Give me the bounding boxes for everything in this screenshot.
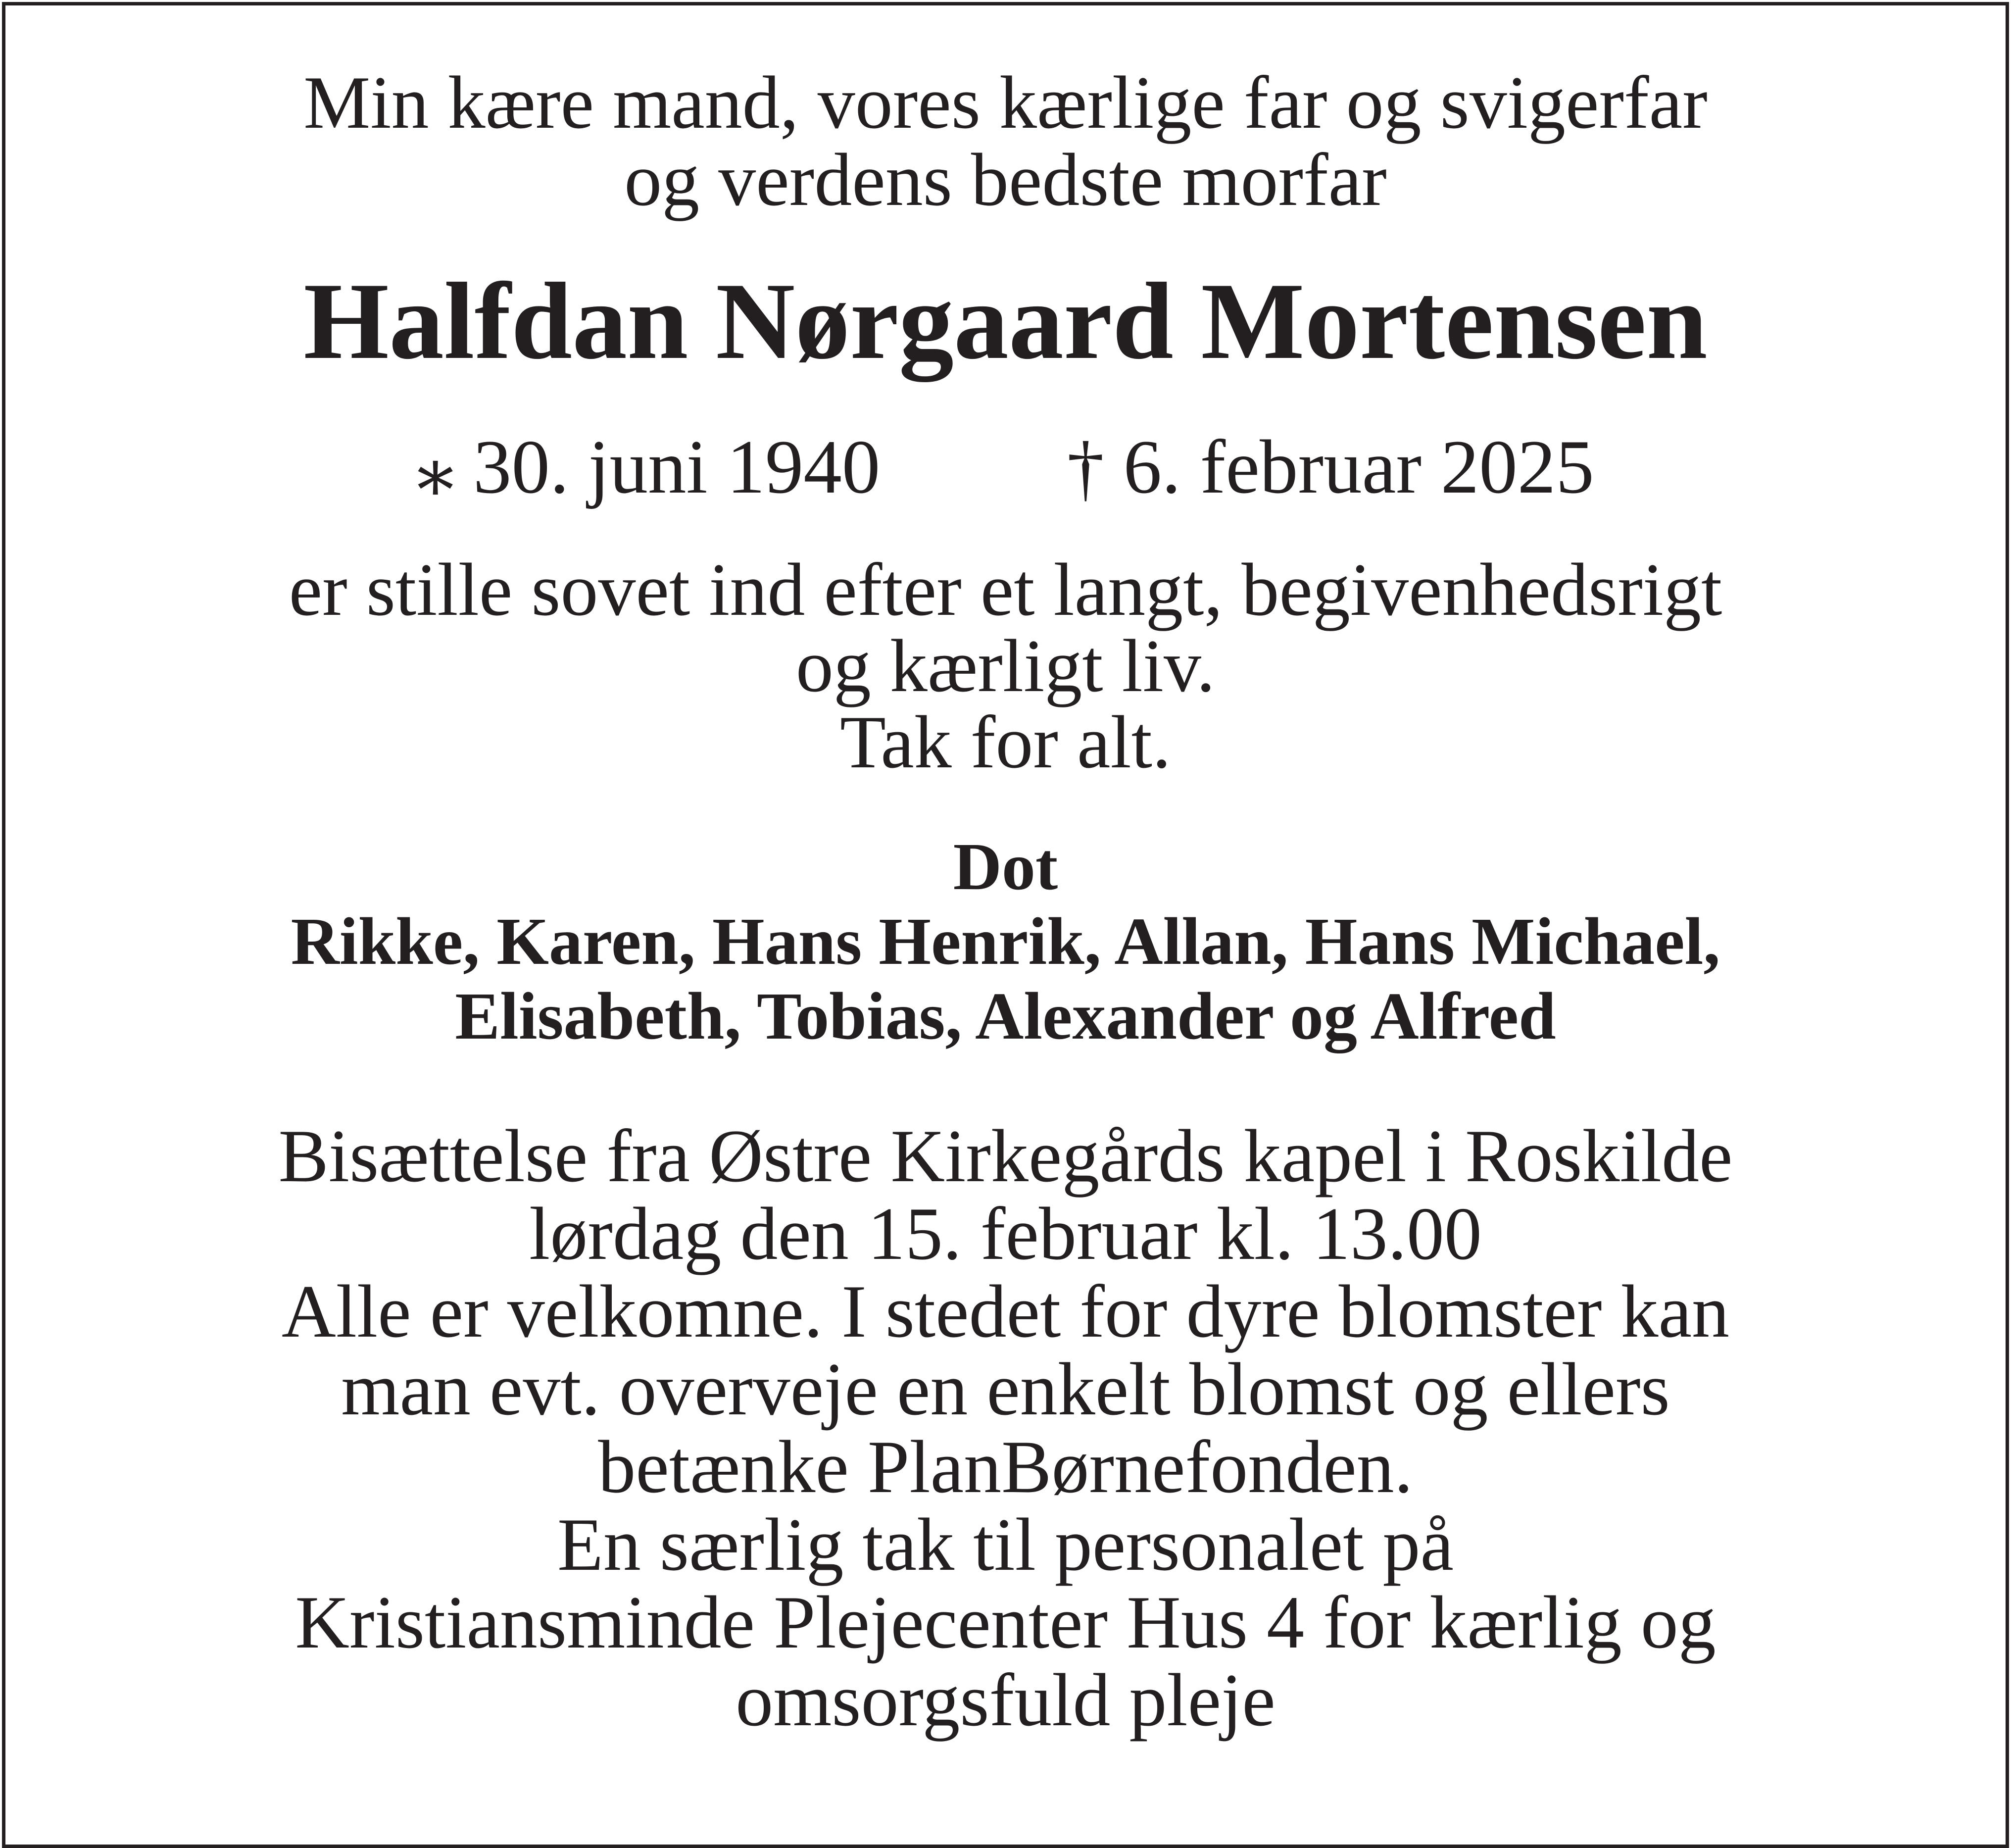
funeral-line-6: En særlig tak til personalet på [557, 1503, 1454, 1586]
death-cross-icon: † [1067, 427, 1104, 509]
intro-line-2: og verdens bedste morfar [624, 138, 1387, 221]
funeral-line-5: betænke PlanBørnefonden. [598, 1425, 1413, 1508]
birth-star-icon: ⁎ [417, 427, 454, 509]
obituary-content [5, 5, 2006, 1845]
family-line-2: Rikke, Karen, Hans Henrik, Allan, Hans Michael, [291, 904, 1720, 979]
funeral-line-8: omsorgsfuld pleje [736, 1658, 1275, 1742]
intro-line-1: Min kære mand, vores kærlige far og svigerfar [303, 61, 1708, 144]
death-date: 6. februar 2025 [1123, 424, 1594, 509]
birth-date: 30. juni 1940 [473, 424, 881, 509]
funeral-line-1: Bisættelse fra Østre Kirkegårds kapel i Roskilde [278, 1114, 1733, 1198]
funeral-line-4: man evt. overveje en enkelt blomst og ellers [341, 1348, 1670, 1431]
message-line-1: er stille sovet ind efter et langt, begivenhedsrigt [289, 548, 1722, 631]
family-line-1: Dot [953, 830, 1058, 904]
message-line-2: og kærligt liv. [795, 624, 1216, 707]
funeral-line-3: Alle er velkomne. I stedet for dyre blomster kan [281, 1270, 1730, 1353]
deceased-name: Halfdan Nørgaard Mortensen [303, 260, 1708, 382]
family-line-3: Elisabeth, Tobias, Alexander og Alfred [455, 979, 1556, 1053]
dates-line [5, 424, 2006, 509]
obituary-frame [2, 2, 2009, 1848]
funeral-line-7: Kristiansminde Plejecenter Hus 4 for kærlig og [295, 1581, 1716, 1664]
funeral-line-2: lørdag den 15. februar kl. 13.00 [529, 1192, 1482, 1275]
message-line-3: Tak for alt. [840, 700, 1171, 784]
